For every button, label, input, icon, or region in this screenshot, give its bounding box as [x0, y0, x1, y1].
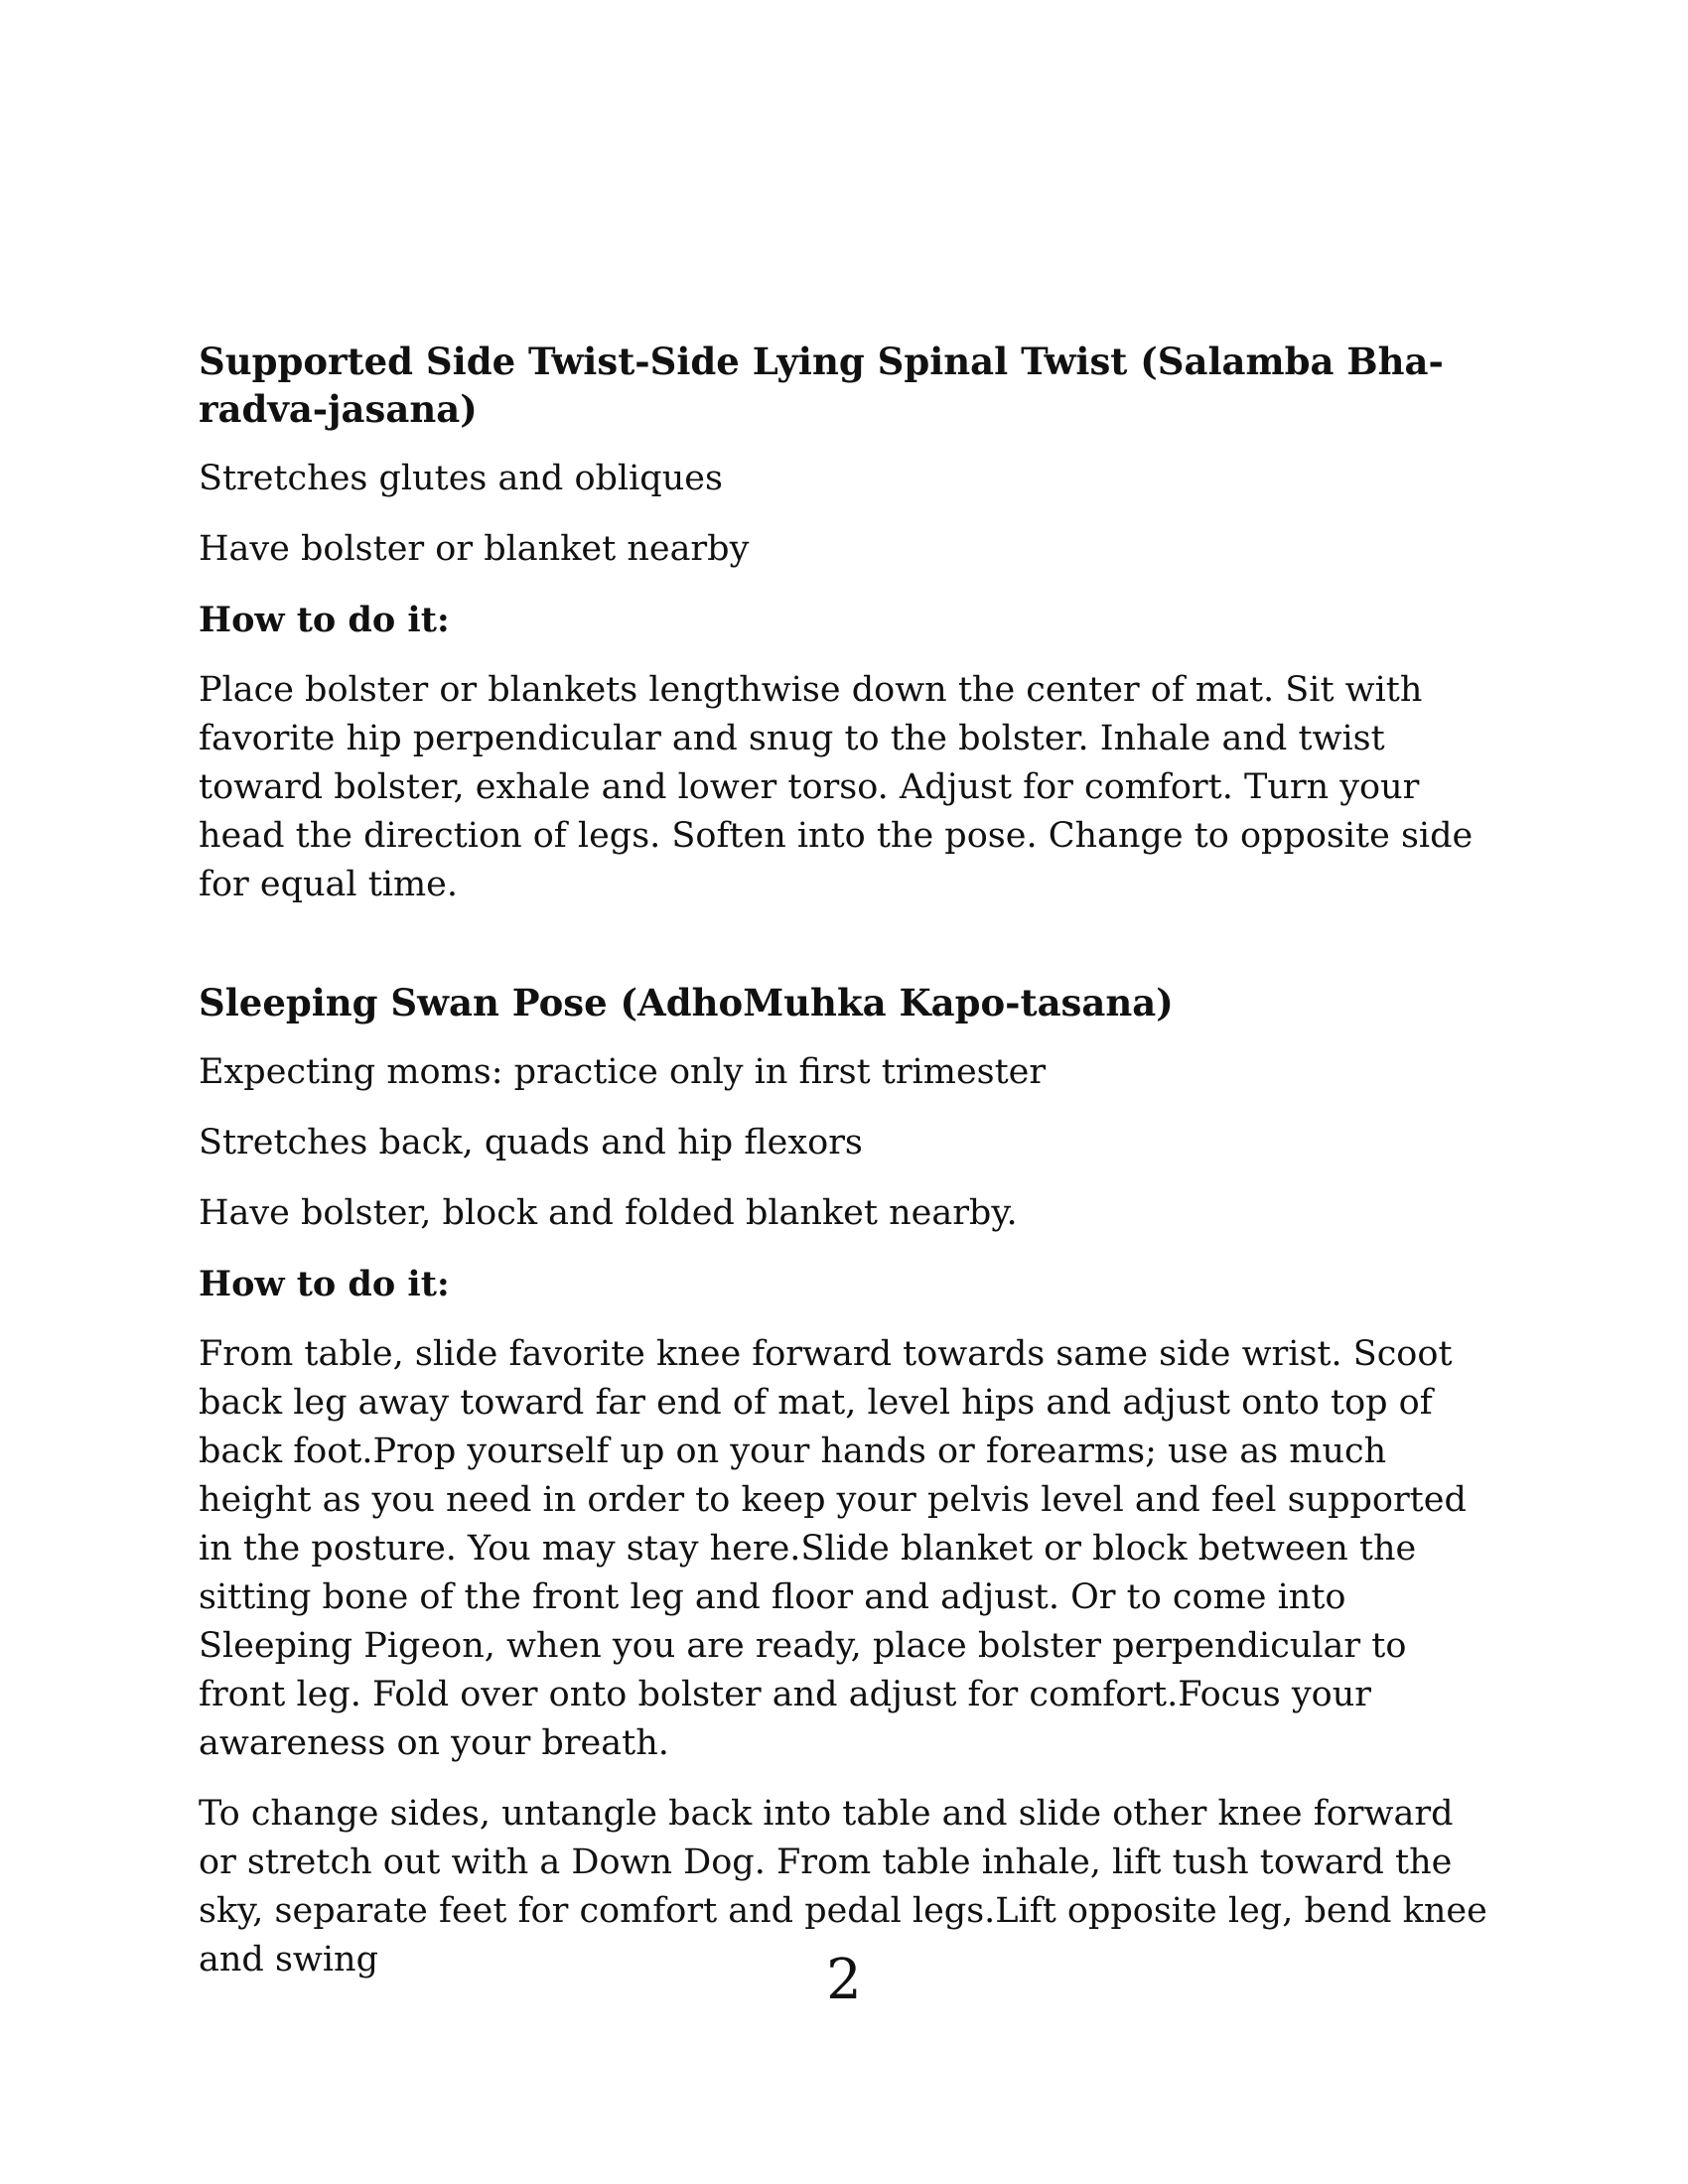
section-title: Supported Side Twist-Side Lying Spinal Twist (Salamba Bha-radva-jasana) [199, 340, 1444, 431]
instructions-paragraph: From table, slide favorite knee forward towards same side wrist. Scoot back leg away toward far end of mat, level hips and adjust onto top of back foot.Prop yourself up on your hands or forearms; use as much height as you need in order to keep your pelvis level and feel supported in the posture. You may stay here.Slide blanket or block between the sitting bone of the front leg and floor and adjust. Or to come into Sleeping Pigeon, when you are ready, place bolster perpendicular to front leg. Fold over onto bolster and adjust for comfort.Focus your awareness on your breath. [199, 1334, 1467, 1763]
benefit-line: Stretches glutes and obliques [199, 459, 723, 498]
section-title: Sleeping Swan Pose (AdhoMuhka Kapo-tasana) [199, 981, 1174, 1024]
instructions-paragraph-continued: To change sides, untangle back into table and slide other knee forward or stretch out with a Down Dog. From table inhale, lift tush toward the sky, separate feet for comfort and pedal legs.Lift opposite leg, bend knee and swing [199, 1794, 1487, 1979]
page-number: 2 [826, 1948, 862, 2012]
how-to-heading: How to do it: [199, 600, 450, 640]
page-content [199, 338, 1489, 2006]
benefit-line: Stretches back, quads and hip flexors [199, 1123, 863, 1162]
props-line: Have bolster or blanket nearby [199, 529, 750, 569]
pose-section-sleeping-swan [199, 979, 1489, 1984]
how-to-heading: How to do it: [199, 1264, 450, 1304]
instructions-paragraph: Place bolster or blankets lengthwise down the center of mat. Sit with favorite hip perpendicular and snug to the bolster. Inhale and twist toward bolster, exhale and lower torso. Adjust for comfort. Turn your head the direction of legs. Soften into the pose. Change to opposite side for equal time. [199, 670, 1474, 904]
caution-line: Expecting moms: practice only in first trimester [199, 1052, 1047, 1092]
pose-section-side-twist [199, 338, 1489, 909]
props-line: Have bolster, block and folded blanket nearby. [199, 1193, 1018, 1233]
